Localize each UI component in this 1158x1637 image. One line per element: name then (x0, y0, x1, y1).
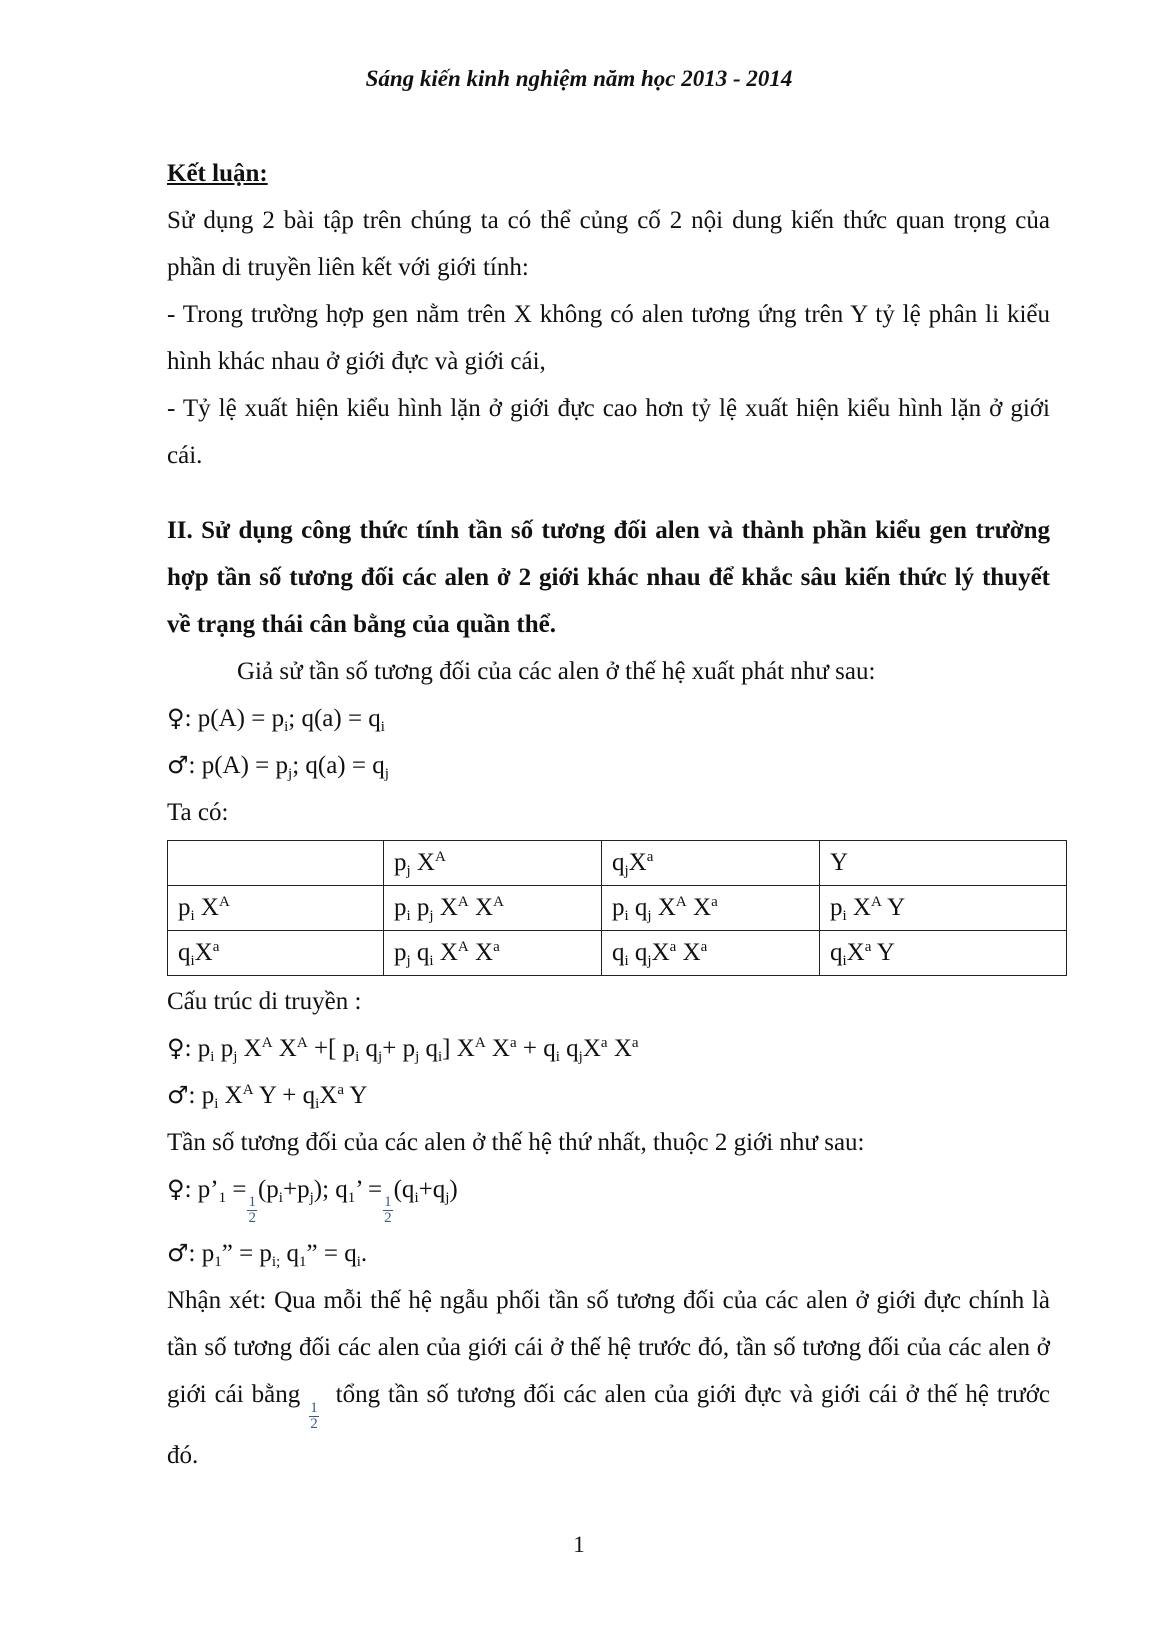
conclusion-paragraph-1: Sử dụng 2 bài tập trên chúng ta có thể củng cố 2 nội dung kiến thức quan trọng của phần di truyền liên kết với giới tính: (167, 207, 1050, 281)
male-symbol-icon: ♂ (167, 1239, 189, 1267)
female-initial-frequency: ♀: $p(A) = p_i$; $q(a) = q_i$ (167, 704, 385, 735)
section-2-heading: II. Sử dụng công thức tính tần số tương đối alen và thành phần kiểu gen trường hợp tần số tương đối các alen ở 2 giới khác nhau để khắc sâu kiến thức lý thuyết về trạng thái cân bằng của quần thể. (167, 517, 1050, 638)
table-cell: $p_j$ $X^A$ (384, 841, 602, 886)
table-cell: $p_j$ $q_i$ $X^A$ $X^a$ (384, 931, 602, 976)
fraction-one-half: $\frac{1}{2}$ (310, 1400, 318, 1432)
table-cell: $p_i$ $q_j$ $X^A$ $X^a$ (602, 886, 820, 931)
male-first-generation-frequency: ♂: $p_1$” = $p_{i;}$ $q_1$” = $q_i$. (167, 1239, 368, 1270)
conclusion-paragraph-2: - Trong trường hợp gen nằm trên X không có alen tương ứng trên Y tỷ lệ phân li kiểu hình khác nhau ở giới đực và giới cái, (167, 301, 1050, 375)
male-symbol-icon: ♂ (167, 1081, 189, 1109)
table-cell: $q_iX^a$ (168, 931, 384, 976)
table-cell: $p_i$ $p_j$ $X^A$ $X^A$ (384, 886, 602, 931)
genetic-structure-label: Cấu trúc di truyền : (167, 988, 362, 1015)
table-row (168, 931, 1067, 976)
ta-co-label: Ta có: (167, 799, 229, 826)
female-symbol-icon: ♀ (167, 1034, 185, 1062)
first-generation-label: Tần số tương đối của các alen ở thế hệ thứ nhất, thuộc 2 giới như sau: (167, 1129, 865, 1156)
table-cell (168, 841, 384, 886)
table-row (168, 886, 1067, 931)
table-row (168, 841, 1067, 886)
table-cell: Y (820, 841, 1067, 886)
fraction-one-half: $\frac{1}{2}$ (248, 1194, 256, 1226)
male-symbol-icon: ♂ (167, 751, 189, 779)
table-cell: $q_iX^a$ Y (820, 931, 1067, 976)
male-genetic-structure: ♂: $p_i$ $X^A$ $Y + q_iX^a$ Y (167, 1081, 368, 1112)
conclusion-paragraph-3: - Tỷ lệ xuất hiện kiểu hình lặn ở giới đực cao hơn tỷ lệ xuất hiện kiểu hình lặn ở giới cái. (167, 395, 1050, 469)
table-cell: $q_jX^a$ (602, 841, 820, 886)
male-initial-frequency: ♂: $p(A) = p_j$; $q(a) = q_j$ (167, 751, 389, 782)
page-content (167, 150, 1050, 1479)
female-symbol-icon: ♀ (167, 1175, 185, 1203)
table-cell: $p_i$ $X^A$ (168, 886, 384, 931)
female-genetic-structure: ♀: $p_i$ $p_j$ $X^A$ $X^A$ +[ $p_i$ $q_j+ p_j$ $q_i$] $X^A$ $X^a + q_i$ $q_jX^a$ $X^a$ (167, 1034, 639, 1065)
page-number: 1 (573, 1532, 585, 1557)
table-cell: $q_i$ $q_jX^a$ $X^a$ (602, 931, 820, 976)
table-cell: $p_i$ $X^A$ Y (820, 886, 1067, 931)
punnett-table (167, 840, 1067, 976)
remark-paragraph: Nhận xét: Qua mỗi thế hệ ngẫu phối tần số tương đối của các alen ở giới đực chính là tần số tương đối các alen của giới cái ở thế hệ trước đó, tần số tương đối của các alen ở giới cái bằng $\frac{1}{2}$ tổng tần số tương đối các alen của giới đực và giới cái ở thế hệ trước đó. (167, 1287, 1051, 1469)
section-2-intro: Giả sử tần số tương đối của các alen ở thế hệ xuất phát như sau: (237, 658, 876, 685)
fraction-one-half: $\frac{1}{2}$ (384, 1194, 392, 1226)
female-first-generation-frequency: ♀: $p’_1$ = $\frac{1}{2}$ $(p_i+p_j)$; $q_1$’ = $\frac{1}{2}$ $(q_i+q_j)$ (167, 1175, 458, 1226)
page-header: Sáng kiến kinh nghiệm năm học 2013 - 2014 (365, 66, 793, 91)
female-symbol-icon: ♀ (167, 704, 185, 732)
conclusion-heading: Kết luận: (167, 160, 268, 187)
